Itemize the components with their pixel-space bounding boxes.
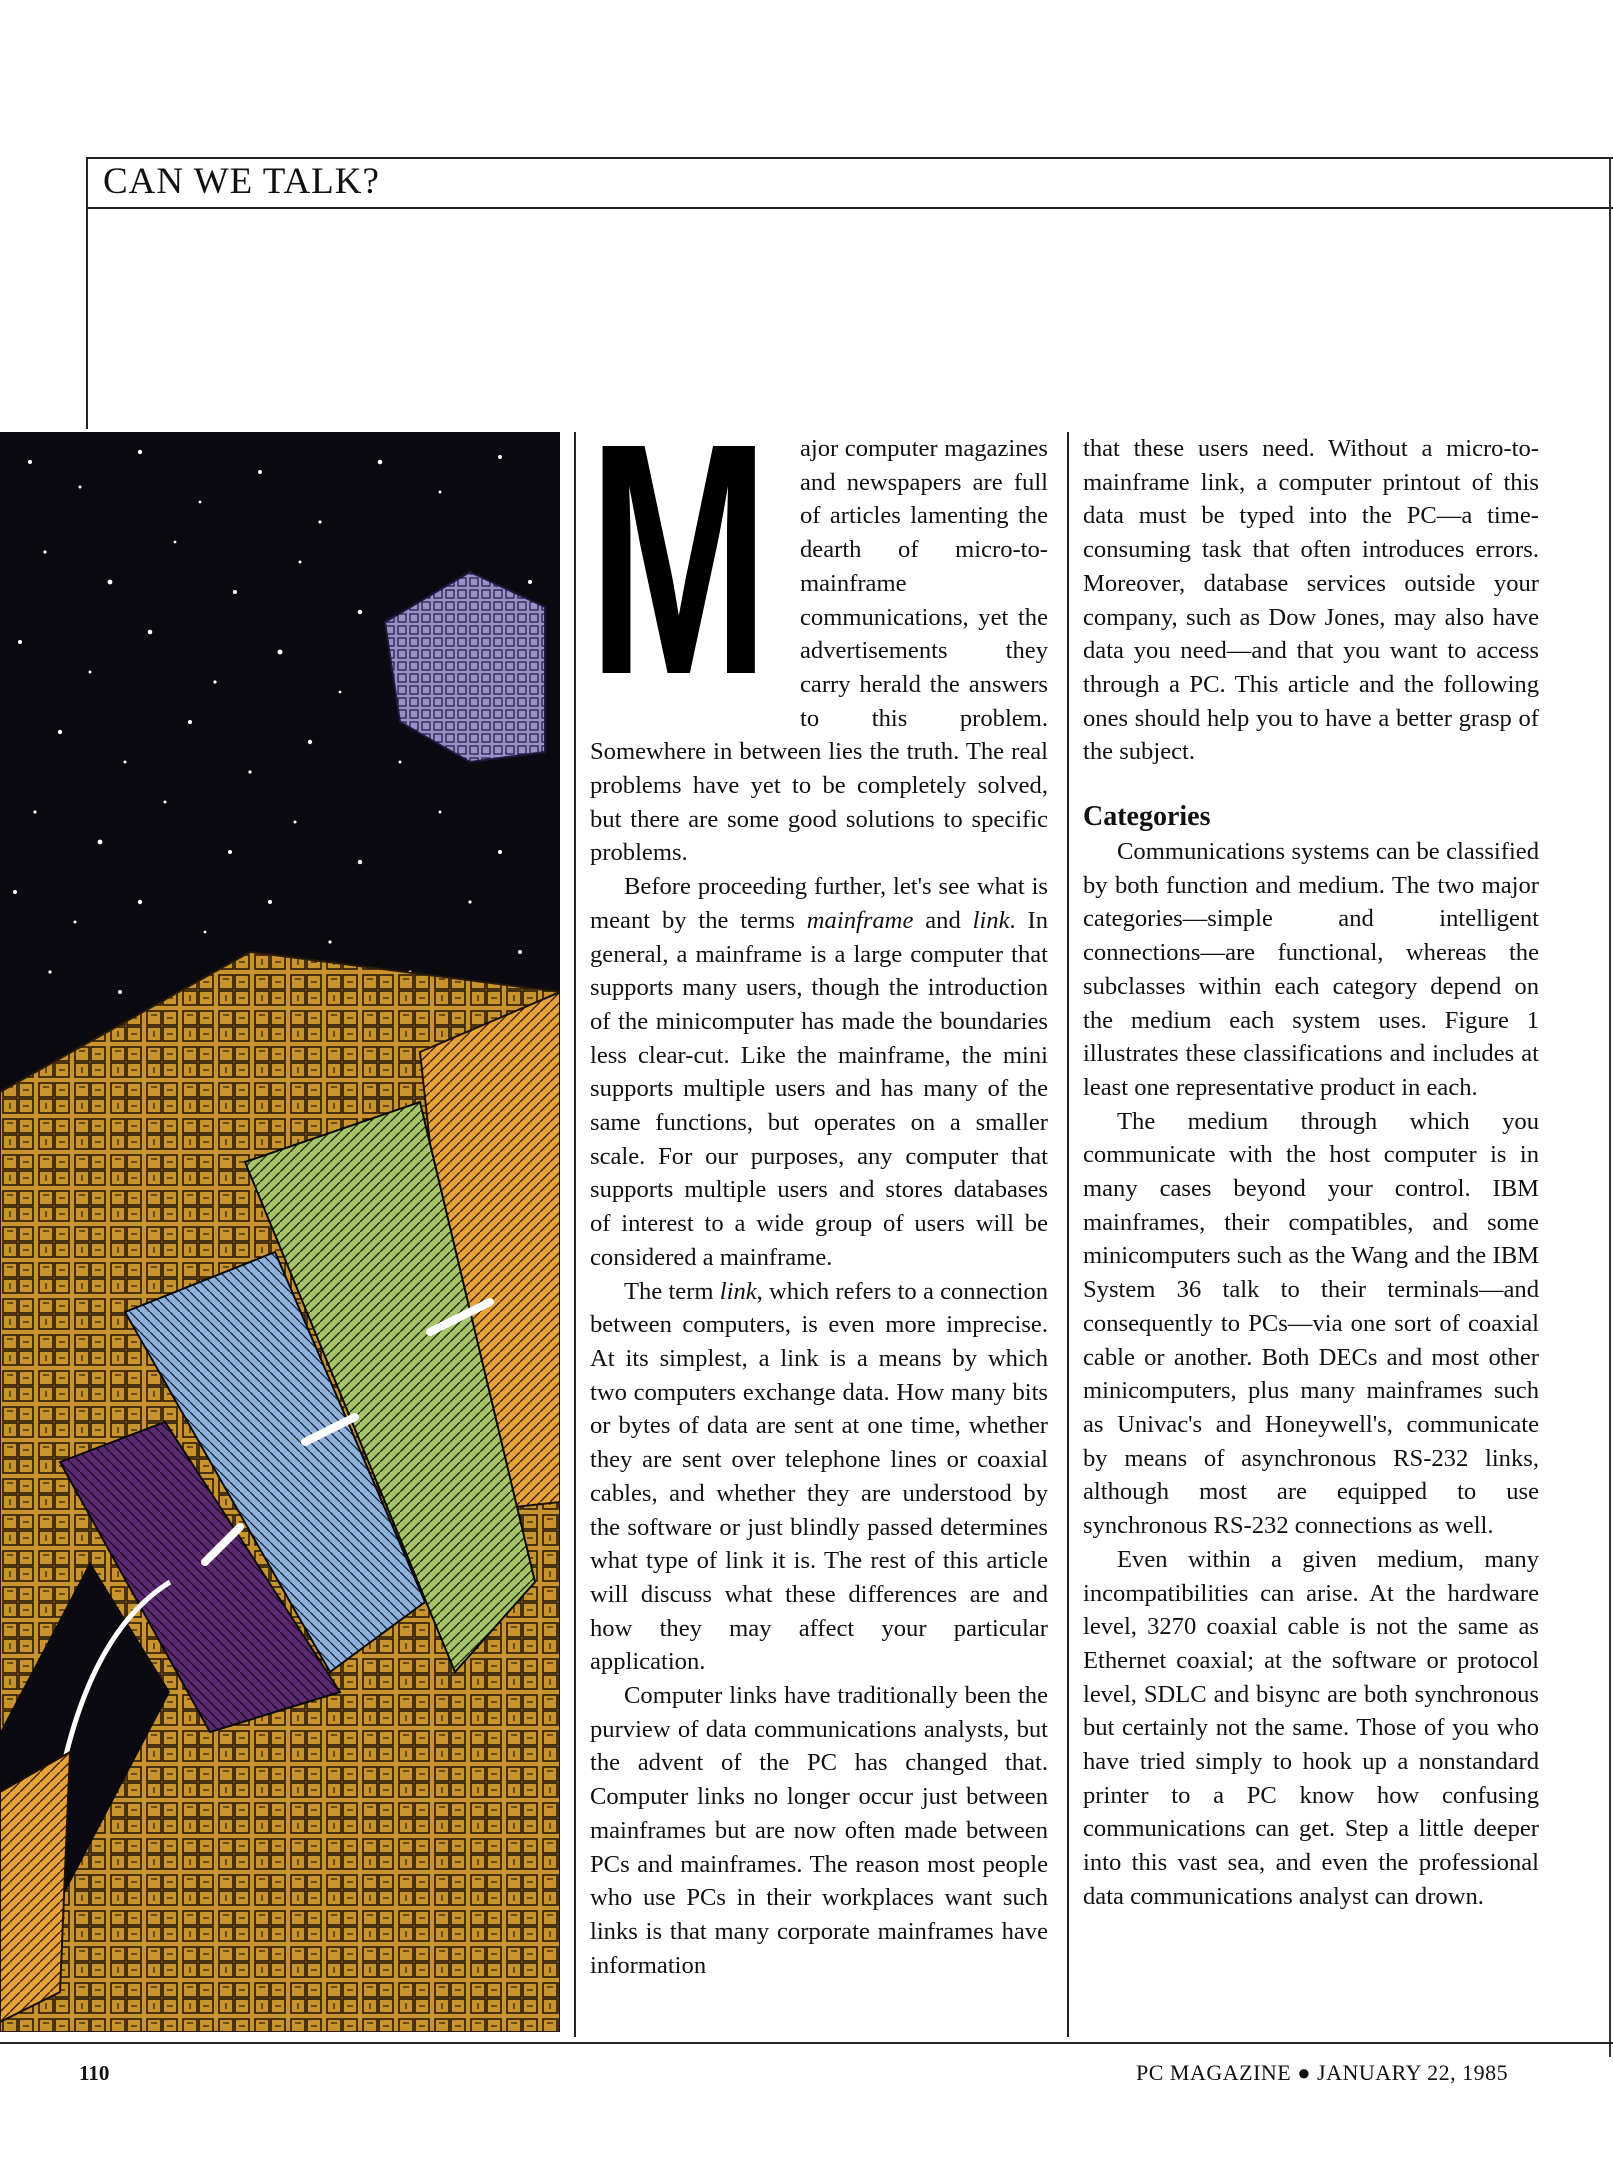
header-rule-top	[86, 157, 1613, 159]
paragraph: Communications systems can be classified by both function and medium. The two major categories—simple and intelligent connections—are functional, whereas the subclasses within each category depend on the medium each system uses. Figure 1 illustrates these classifications and includes at least one representative product in each.	[1083, 838, 1539, 1101]
paragraph: The medium through which you communicate with the host computer is in many cases beyond your control. IBM mainframes, their compatibles, and some minicomputers such as the Wang and the IBM System 36 talk to their terminals—and consequently to PCs—via one sort of coaxial cable or another. Both DECs and most other minicomputers, plus many mainframes such as Univac's and Honeywell's, communicate by means of asynchronous RS-232 links, although most are equipped to use synchronous RS-232 connections as well.	[1083, 1107, 1539, 1540]
column-rule-1	[574, 432, 576, 2037]
emphasis: link	[719, 1277, 757, 1305]
paragraph	[590, 870, 1048, 1274]
text-run: , which refers to a connection between computers, is even more imprecise. At its simplest, a link is a means by which two computers exchange data. How many bits or bytes of data are sent at one time, whether they are sent over telephone lines or coaxial cables, and whether they are understood by the software or just blindly passed determines what type of link it is. The rest of this article will discuss what these differences are and how they may affect your particular application.	[590, 1277, 1048, 1676]
paragraph: that these users need. Without a micro-to-mainframe link, a computer printout of this data must be typed into the PC—a time-consuming task that often introduces errors. Moreover, database services outside your company, such as Dow Jones, may also have data you need—and that you want to access through a PC. This article and the following ones should help you to have a better grasp of the subject.	[1083, 435, 1539, 766]
paragraph: ajor computer magazines and newspapers are full of articles lamenting the dearth of micro-to-mainframe communications, yet the advertisements they carry herald the answers to this problem. Somewhere in between lies the truth. The real problems have yet to be completely solved, but there are some good solutions to specific problems.	[590, 435, 1048, 867]
section-heading: Categories	[1083, 801, 1211, 833]
dropcap: M	[588, 374, 766, 743]
section-title: CAN WE TALK?	[103, 161, 380, 202]
column-rule-2	[1067, 432, 1069, 2037]
emphasis: mainframe	[806, 906, 914, 934]
lower-orange-panel	[0, 1752, 70, 2022]
footer-rule	[0, 2042, 1613, 2044]
header-rule-left	[86, 157, 88, 429]
page-right-rule	[1609, 157, 1611, 2057]
header-rule-bottom	[86, 207, 1613, 209]
paragraph: Even within a given medium, many incompatibilities can arise. At the hardware level, 3270 coaxial cable is not the same as Ethernet coaxial; at the software or protocol level, SDLC and bisync are both synchronous but certainly not the same. Those of you who have tried simply to hook up a nonstandard printer to a PC know how confusing communications can get. Step a little deeper into this vast sea, and even the professional data communications analyst can drown.	[1083, 1545, 1539, 1910]
text-run: . In general, a mainframe is a large computer that supports many users, though the introduction of the minicomputer has made the boundaries less clear-cut. Like the mainframe, the mini supports multiple users and has many of the same functions, but operates on a smaller scale. For our purposes, any computer that supports multiple users and stores databases of interest to a wide group of users will be considered a mainframe.	[590, 906, 1048, 1271]
text-run: The term	[624, 1277, 720, 1305]
paragraph: Computer links have traditionally been the purview of data communications analysts, but the advent of the PC has changed that. Computer links no longer occur just between mainframes but are now often made between PCs and mainframes. The reason most people who use PCs in their workplaces want such links is that many corporate mainframes have information	[590, 1682, 1048, 1979]
circuit-board-starfield-illustration	[0, 432, 560, 2032]
emphasis: link	[972, 906, 1010, 934]
footer-masthead: PC MAGAZINE ● JANUARY 22, 1985	[1136, 2060, 1509, 2085]
article-column-1	[588, 374, 1048, 1982]
page-number: 110	[79, 2061, 110, 2085]
text-run: and	[913, 906, 973, 934]
dropcap-container	[588, 374, 794, 743]
article-column-2	[1083, 432, 1539, 1914]
text-run: Before proceeding further, let's see what is meant by the terms	[590, 873, 1048, 934]
paragraph	[590, 1275, 1048, 1679]
